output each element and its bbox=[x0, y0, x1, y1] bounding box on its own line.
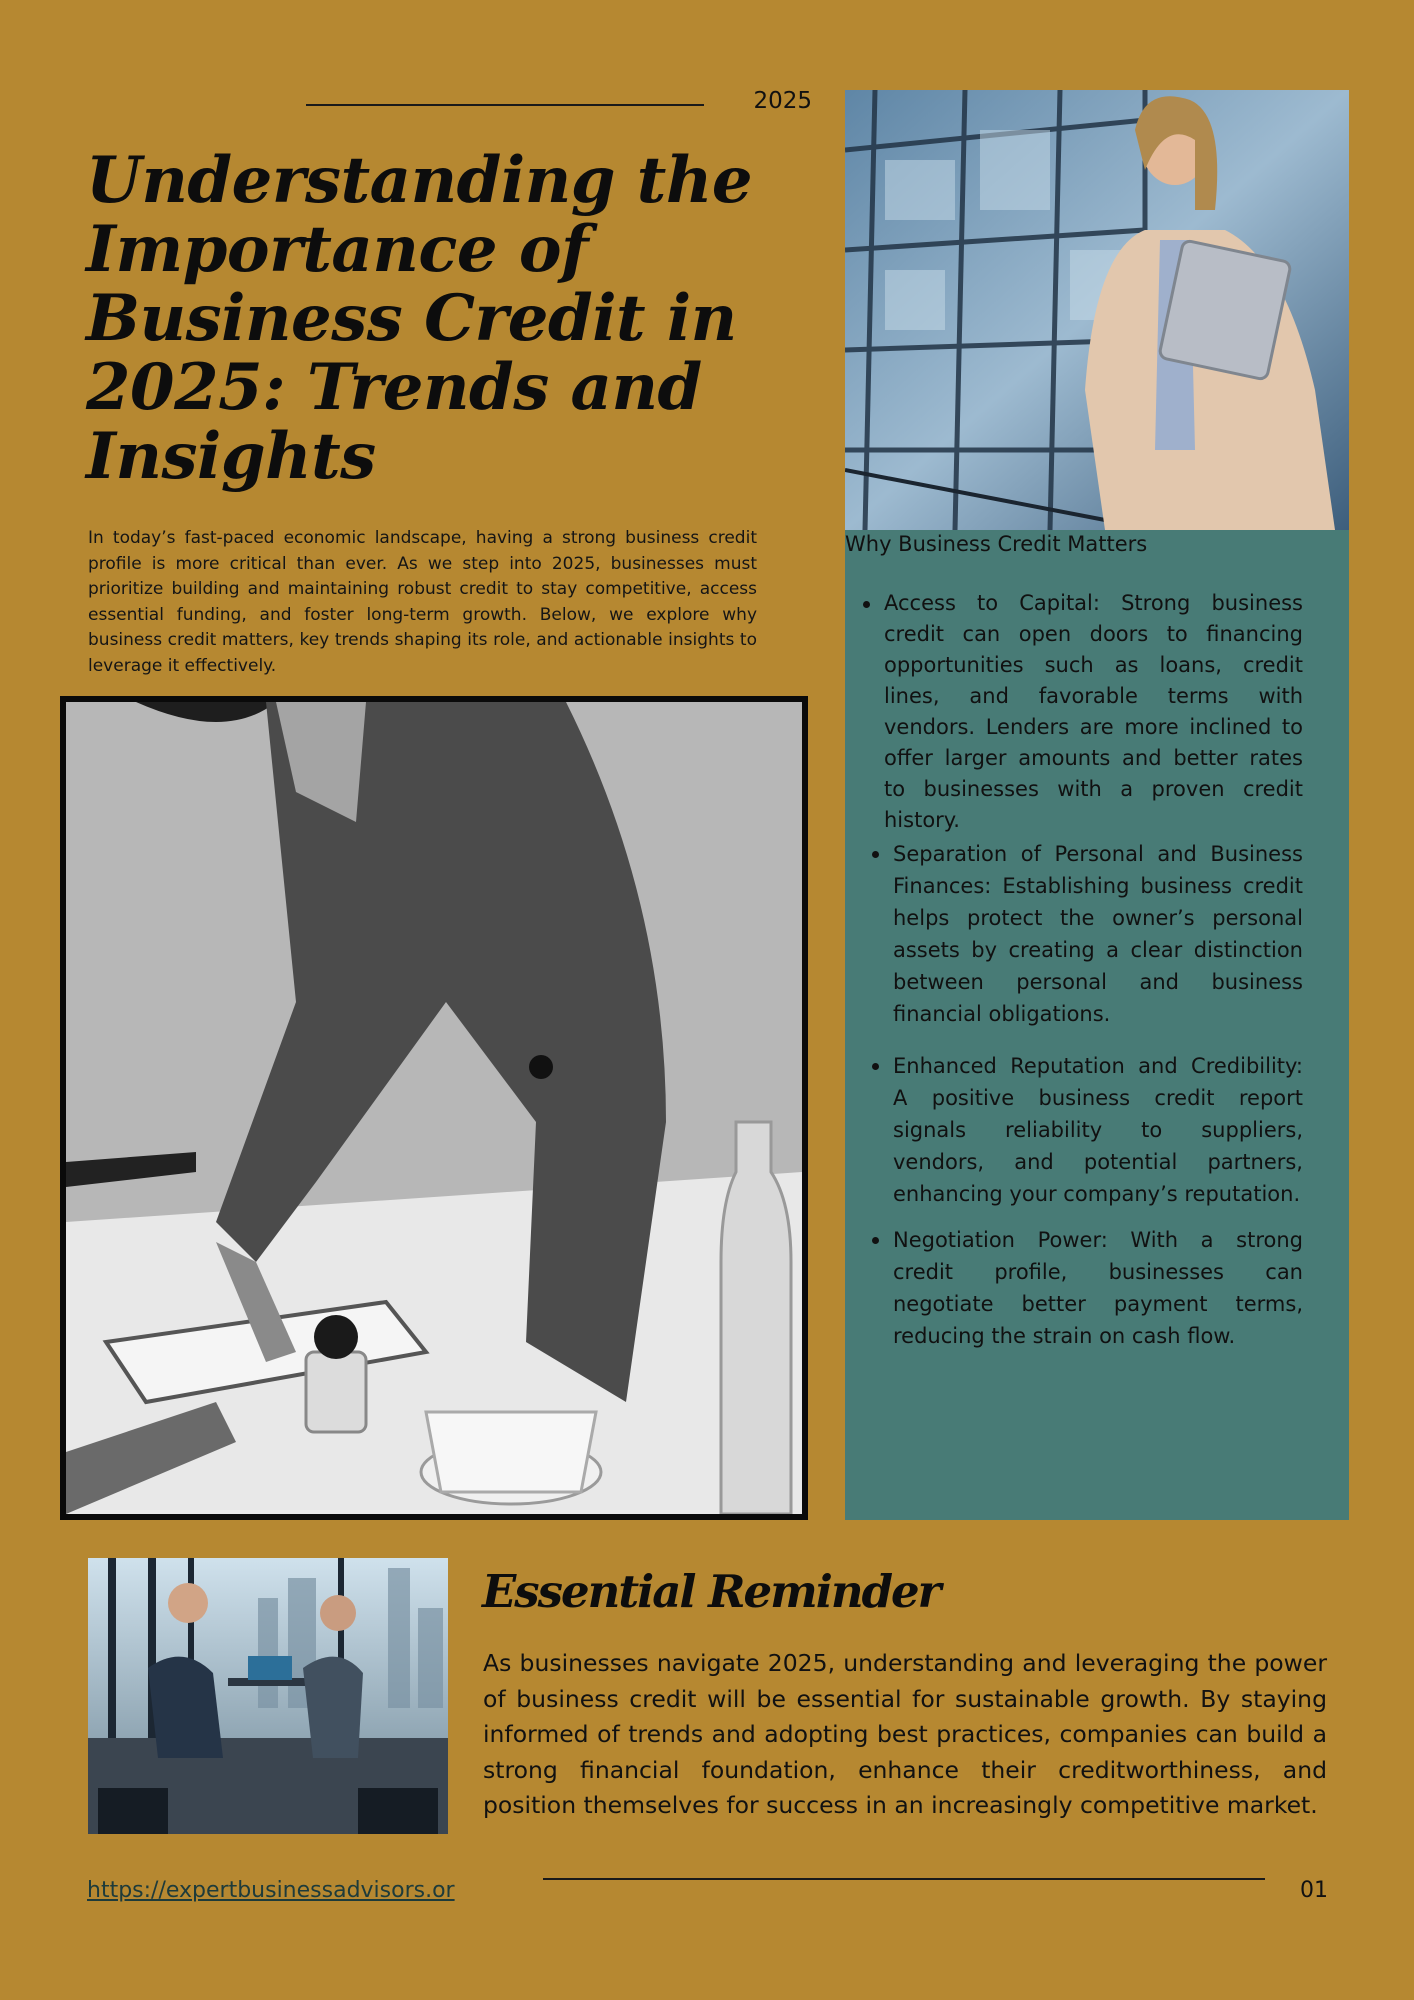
woman-writing-at-desk-photo bbox=[60, 696, 808, 1520]
reminder-title: Essential Reminder bbox=[482, 1565, 940, 1618]
list-item bbox=[863, 588, 1303, 836]
list-item-text: Negotiation Power: With a strong credit profile, businesses can negotiate better payment terms, reducing the strain on cash flow. bbox=[893, 1228, 1303, 1348]
header-rule bbox=[306, 104, 704, 106]
page-title: Understanding the Importance of Business Credit in 2025: Trends and Insights bbox=[86, 143, 753, 494]
bullet-dot bbox=[863, 601, 870, 608]
reminder-body: As businesses navigate 2025, understanding and leveraging the power of business credit will be essential for sustainable growth. By staying informed of trends and adopting best practices, companies can build a strong financial foundation, enhance their creditworthiness, and position themselves for success in an increasingly competitive market. bbox=[483, 1649, 1327, 1819]
header-year: 2025 bbox=[753, 88, 812, 114]
bullet-dot bbox=[872, 1063, 879, 1070]
website-link[interactable]: https://expertbusinessadvisors.or bbox=[87, 1878, 455, 1903]
panel-heading: Why Business Credit Matters bbox=[845, 532, 1148, 556]
list-item bbox=[872, 838, 1303, 1030]
intro-paragraph: In today’s fast-paced economic landscape, having a strong business credit profile is more critical than ever. As we step into 2025, businesses must prioritize building and maintaining robust credit to stay competitive, access essential funding, and foster long-term growth. Below, we explore why business credit matters, key trends shaping its role, and actionable insights to leverage it effectively. bbox=[88, 528, 757, 676]
bullet-dot bbox=[872, 1237, 879, 1244]
list-item bbox=[872, 1050, 1303, 1210]
benefits-list bbox=[863, 588, 1303, 1352]
list-item bbox=[872, 1224, 1303, 1352]
bullet-dot bbox=[872, 851, 879, 858]
list-item-text: Access to Capital: Strong business credit can open doors to financing opportunities such as loans, credit lines, and favorable terms with vendors. Lenders are more inclined to offer larger amounts and better rates to businesses with a proven credit history. bbox=[884, 591, 1303, 832]
list-item-text: Separation of Personal and Business Finances: Establishing business credit helps protect the owner’s personal assets by creating a clear distinction between personal and business financial obligations. bbox=[893, 842, 1303, 1026]
footer-rule bbox=[543, 1878, 1265, 1880]
list-item-text: Enhanced Reputation and Credibility: A positive business credit report signals reliability to suppliers, vendors, and potential partners, enhancing your company’s reputation. bbox=[893, 1054, 1303, 1206]
page-number: 01 bbox=[1300, 1878, 1328, 1903]
businesswoman-photo bbox=[845, 90, 1349, 530]
business-meeting-photo bbox=[88, 1558, 448, 1834]
